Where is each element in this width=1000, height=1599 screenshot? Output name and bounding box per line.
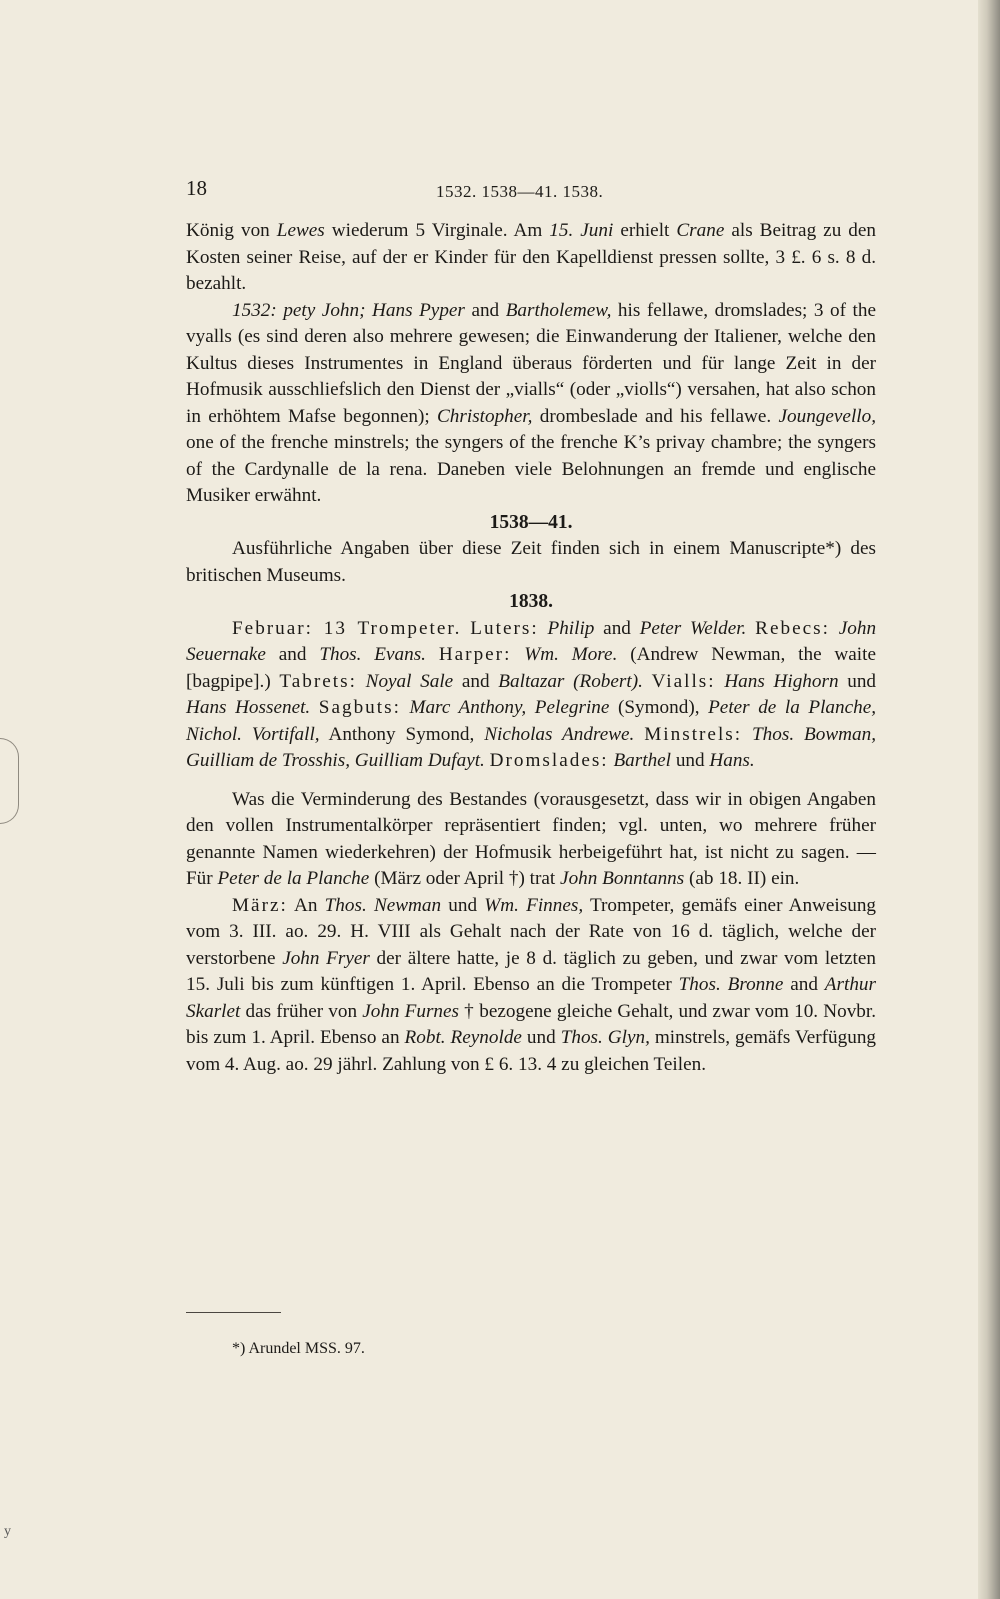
text-run: das früher von [240,1000,363,1022]
italic-text: Hans Highorn [724,670,839,692]
italic-text: Marc Anthony, Pelegrine [409,697,610,718]
text-run: (Andrew Newman, the waite [bagpipe].) [186,644,876,692]
text-run: and [265,644,320,665]
spaced-label: Februar: 13 Trompeter. [232,617,462,639]
text-run: Ausführliche Angaben über diese Zeit finden sich in einem Manuscripte*) des britischen Museums. [186,538,876,586]
text-run [310,697,319,718]
section-heading: 1838. [509,591,553,612]
text-run [461,618,470,639]
italic-text: Thos. Glyn, [560,1027,650,1048]
italic-text: Crane [676,220,725,241]
paragraph-gap [186,775,876,787]
paragraph [186,616,876,775]
italic-text: Joungevello, [778,405,876,427]
italic-text: Noyal Sale [365,670,454,692]
text-run [742,724,752,745]
spaced-label: Minstrels: [644,723,743,745]
text-run [511,644,524,665]
italic-text: Christopher, [437,405,533,427]
italic-text: Thos. Evans. [319,644,426,665]
text-run [830,618,839,639]
italic-text: Thos. Bowman, Guilliam de Trosshis, Guilliam Dufayt. [186,723,876,771]
italic-text: Philip [547,617,595,639]
text-run: † bezogene gleiche Gehalt, und zwar vom 10. Novbr. bis zum 1. April. Ebenso an [186,1000,877,1048]
text-run: one of the frenche minstrels; the syngers of the frenche K’s privay chambre; the syngers of the Cardynalle de la rena. Daneben viele Belohnungen an fremde und englische Musiker erwähnt. [186,432,876,506]
text-run: and [594,617,640,639]
italic-text: Baltazar (Robert). [498,670,643,692]
text-run: erhielt [613,220,677,241]
spaced-label: Tabrets: [279,670,357,692]
italic-text: Wm. More. [524,644,618,665]
paragraph [186,298,876,510]
text-run: and [453,670,499,692]
footnote: *) Arundel MSS. 97. [232,1340,365,1357]
italic-text: Hans Hossenet. [186,697,311,718]
text-run: und [671,750,710,771]
italic-text: Wm. Finnes, [484,894,584,916]
italic-text: John Fryer [282,947,370,969]
italic-text: John Furnes [362,1000,460,1022]
text-run [716,671,725,692]
italic-text: Robt. Reynolde [404,1027,522,1048]
italic-text: pety John; Hans Pyper [283,299,465,321]
italic-text: Bartholemew, [505,299,612,321]
italic-text: Arthur Skarlet [186,974,876,1022]
text-run: und [441,894,485,916]
italic-text: Lewes [276,220,325,241]
italic-text: Peter de la Planche, Nichol. Vortifall, [186,697,877,745]
text-run: (ab 18. II) ein. [684,868,800,889]
text-run: drombeslade and his fellawe. [532,405,779,427]
text-run [634,724,644,745]
spaced-label: Harper: [438,644,512,665]
text-run: and [783,974,825,995]
italic-text: Nicholas Andrewe. [484,723,635,745]
text-run [426,644,439,665]
text-run: wiederum 5 Virginale. Am [324,220,550,241]
text-run [746,618,755,639]
italic-text: Thos. Newman [324,894,442,916]
page-edge [978,0,1000,1599]
text-run: An [287,894,325,916]
text-run: his fellawe, dromslades; 3 of the vyalls (es sind deren also mehrere gewesen; die Einwanderung der Italiener, welche den Kultus dieses Instrumentes in England überaus förderten und für lange Zeit in der Hofmusik ausschliefslich den Dienst der „vialls“ (oder „violls“) versahen, hat also schon in erhöhtem Mafse begonnen); [186,299,876,427]
italic-text: John Seuernake [186,617,877,665]
italic-text: Peter Welder. [639,617,747,639]
footnote-rule [186,1312,281,1313]
italic-text: Peter de la Planche [217,868,370,889]
text-run: (Symond), [609,697,709,718]
italic-text: 15. Juni [549,220,614,241]
italic-text: 1532: [232,299,277,321]
spaced-label: Vialls: [651,670,716,692]
italic-text: Thos. Bronne [678,974,784,995]
text-run: und [521,1027,561,1048]
spaced-label: Dromslades: [489,750,609,771]
italic-text: Barthel [613,750,672,771]
text-run [357,671,366,692]
text-run: and [464,299,506,321]
running-head: 1532. 1538—41. 1538. [436,182,604,201]
text-run: Trompeter, gemäfs einer Anweisung vom 3. III. ao. 29. H. VIII als Gehalt nach der Rate von 16 d. täglich, welche der verstorbene [186,894,877,969]
text-run: und [838,670,877,692]
spaced-label: Sagbuts: [318,697,401,718]
italic-text: Hans. [709,750,755,771]
body-text [186,218,876,1078]
spaced-label: Rebecs: [755,617,830,639]
page-header [186,176,886,206]
text-run: der ältere hatte, je 8 d. täglich zu geben, und zwar vom letzten 15. Juli bis zum künftigen 1. April. Ebenso an die Trompeter [186,947,876,995]
corner-mark: y [4,1524,11,1539]
spaced-label: Luters: [470,617,539,639]
section-heading: 1538—41. [489,511,573,533]
paragraph [186,893,876,1079]
paragraph [186,536,876,589]
italic-text: John Bonntanns [560,868,685,889]
spaced-label: März: [232,894,288,916]
text-run: minstrels, gemäfs Verfügung vom 4. Aug. ao. 29 jährl. Zahlung von £ 6. 13. 4 zu gleichen Teilen. [186,1027,877,1075]
paragraph [186,787,876,893]
text-run: Was die Verminderung des Bestandes (vorausgesetzt, dass wir in obigen Angaben den vollen Instrumentalkörper repräsentiert finden; vgl. unten, wo mehrere früher genannte Namen wiederkehren) der Hofmusik herbeigeführt hat, ist nicht zu sagen. — Für [186,788,876,889]
text-run: Anthony Symond, [319,723,485,745]
text-run [643,671,652,692]
page-number: 18 [186,176,207,200]
text-run: König von [186,220,277,241]
page-fold-mark [0,738,19,824]
paragraph [186,218,876,298]
text-run: als Beitrag zu den Kosten seiner Reise, auf der er Kinder für den Kapelldienst pressen sollte, 3 £. 6 s. 8 d. bezahlt. [186,220,877,294]
text-run: (März oder April †) trat [369,868,561,889]
